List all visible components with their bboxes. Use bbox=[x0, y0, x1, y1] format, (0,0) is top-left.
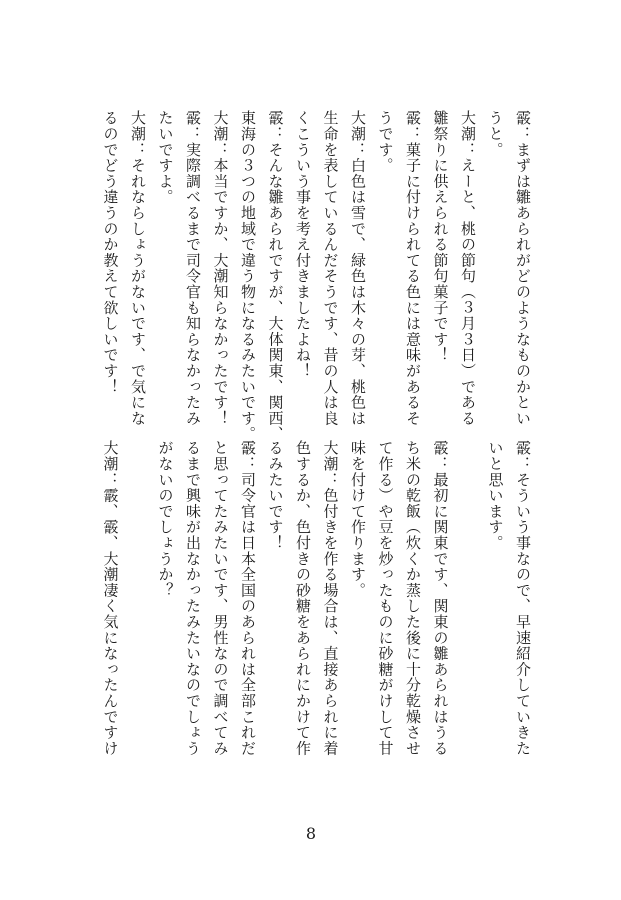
text-column: 霰：まずは雛あられがどのようなものかとい bbox=[514, 110, 532, 426]
text-column: 霰：そんな雛あられですが、大体関東、関西、 bbox=[266, 110, 285, 442]
text-column: 大潮：本当ですか、大潮知らなかったです！ bbox=[211, 110, 230, 426]
text-column: 大潮：色付きを作る場合は、直接あられに着 bbox=[321, 440, 340, 756]
text-column: 霰：そういう事なので、早速紹介していきた bbox=[514, 440, 532, 756]
text-column: がないのでしょうか？ bbox=[156, 440, 175, 598]
text-column: るのでどう違うのか教えて欲しいです！ bbox=[101, 110, 120, 395]
text-column: るまで興味が出なかったみたいなのでしょう bbox=[184, 440, 202, 756]
text-column: 大潮：霰、霰、大潮凄く気になったんですけ bbox=[101, 440, 120, 756]
text-column: 霰：実際調べるまで司令官も知らなかったみ bbox=[184, 110, 202, 426]
text-column: たいですよ。 bbox=[156, 110, 175, 205]
top-text-block bbox=[96, 110, 536, 440]
text-column: 大潮：それならしょうがないです、で気にな bbox=[129, 110, 147, 426]
text-column: 色するか、色付きの砂糖をあられにかけて作 bbox=[294, 440, 312, 756]
text-column: うです。 bbox=[376, 110, 395, 174]
text-column: 雛祭りに供えられる節句菓子です！ bbox=[431, 110, 450, 363]
text-column bbox=[454, 440, 482, 810]
text-column: うと。 bbox=[486, 110, 505, 158]
text-column: て作る）や豆を炒ったものに砂糖がけして甘 bbox=[376, 440, 395, 756]
bottom-text-block bbox=[96, 440, 536, 810]
text-column: 大潮：えーと、桃の節句（３月３日）である bbox=[459, 110, 477, 426]
text-column: と思ってたみたいです、男性なので調べてみ bbox=[211, 440, 230, 756]
text-column: ち米の乾飯（炊くか蒸した後に十分乾燥させ bbox=[404, 440, 422, 756]
text-column: るみたいです！ bbox=[266, 440, 285, 551]
page-number: 8 bbox=[305, 824, 317, 843]
text-column: いと思います。 bbox=[486, 440, 505, 551]
text-column: 霰：最初に関東です、関東の雛あられはうる bbox=[431, 440, 450, 756]
text-column: 味を付けて作ります。 bbox=[349, 440, 367, 598]
text-column: 霰：菓子に付けられてる色には意味があるそ bbox=[404, 110, 422, 426]
text-column: 生命を表しているんだそうです、昔の人は良 bbox=[321, 110, 340, 426]
text-column: 霰：司令官は日本全国のあられは全部これだ bbox=[239, 440, 257, 756]
text-column: くこういう事を考え付きましたよね！ bbox=[294, 110, 312, 379]
text-column: 大潮：白色は雪で、緑色は木々の芽、桃色は bbox=[349, 110, 367, 426]
text-column: 東海の３つの地域で違う物になるみたいです。 bbox=[239, 110, 257, 442]
text-column bbox=[124, 440, 152, 810]
